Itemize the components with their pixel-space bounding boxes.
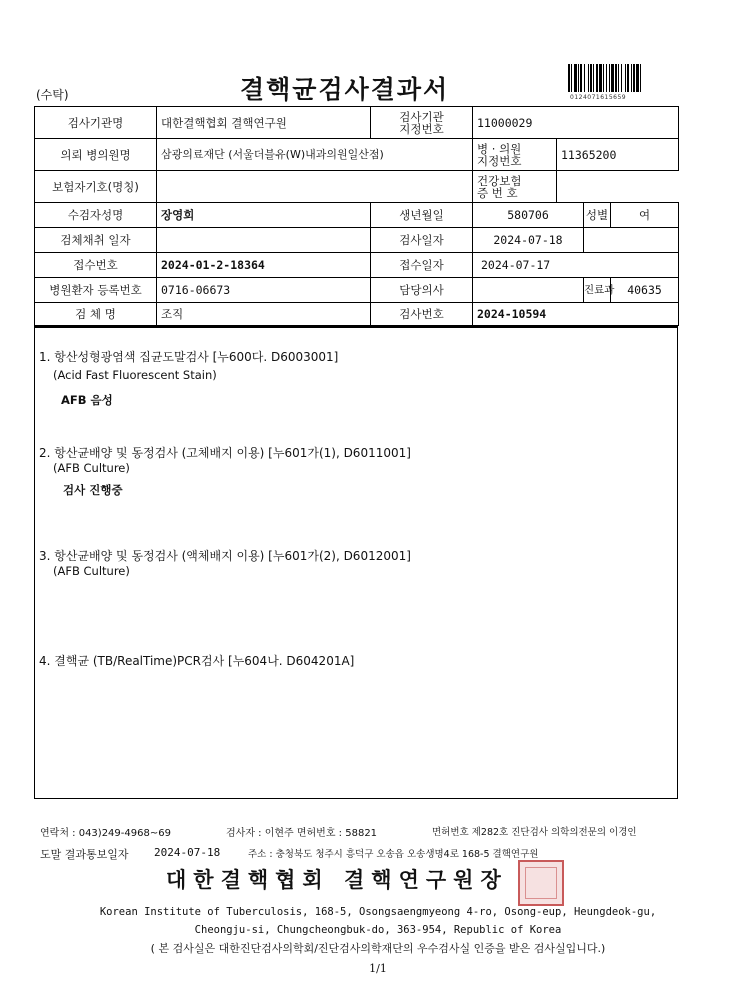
dob-label: 생년월일: [371, 203, 473, 228]
health-id: [557, 171, 679, 203]
receipt-tag: (수탁): [36, 88, 69, 102]
results-panel: [34, 326, 678, 799]
barcode-bar: [599, 64, 602, 92]
result-item-2-sub: (AFB Culture): [53, 461, 130, 475]
dob: 580706: [473, 203, 584, 228]
clinic-label: 의뢰 병의원명: [35, 139, 157, 171]
result-item-3-sub: (AFB Culture): [53, 564, 130, 578]
barcode-bar: [571, 64, 572, 92]
collect-label: 검체채취 일자: [35, 228, 157, 253]
barcode-bar: [578, 64, 579, 92]
result-item-1-result: AFB 음성: [61, 393, 113, 407]
collect-date: [157, 228, 371, 253]
test-date-label: 검사일자: [371, 228, 473, 253]
issue-date: 2024-07-18: [154, 846, 221, 859]
test-date: 2024-07-18: [473, 228, 584, 253]
test-date-blank: [584, 228, 679, 253]
document-title: 결핵균검사결과서: [240, 75, 450, 104]
lab-id-label: 검사기관 지정번호: [371, 107, 473, 139]
license: 면허번호 제282호 진단검사 의학의전문의 이경인: [432, 827, 637, 838]
barcode-bar: [631, 64, 632, 92]
patient-name: 장영희: [157, 203, 371, 228]
address-en-line1: Korean Institute of Tuberculosis, 168-5, Osongsaengmyeong 4-ro, Osong-eup, Heungdeok-gu,: [99, 906, 657, 918]
clinic-name: 삼광의료재단 (서울더블유(W)내과의원일산점): [157, 139, 473, 171]
clinic-id: 11365200: [557, 139, 679, 171]
sex: 여: [611, 203, 679, 228]
health-id-label: 건강보험 증 번 호: [473, 171, 557, 203]
examiner: 검사자 : 이현주 면허번호 : 58821: [226, 828, 378, 839]
patient-info-table: [34, 106, 679, 326]
specimen-label: 검 체 명: [35, 303, 157, 326]
barcode-bar: [625, 64, 626, 92]
result-item-1-sub: (Acid Fast Fluorescent Stain): [53, 368, 217, 382]
insurance-value: [157, 171, 473, 203]
barcode-bar: [590, 64, 592, 92]
barcode-bar: [580, 64, 582, 92]
barcode-bar: [618, 64, 619, 92]
official-seal: [518, 860, 564, 906]
barcode: [568, 64, 672, 92]
barcode-bar: [568, 64, 570, 92]
barcode-bar: [627, 64, 629, 92]
organization-name: 대한결핵협회 결핵연구원장: [166, 867, 508, 892]
reg-number: 0716-06673: [157, 278, 371, 303]
sex-label: 성별: [584, 203, 611, 228]
contact: 연락처 : 043)249-4968~69: [40, 828, 171, 839]
barcode-bar: [609, 64, 610, 92]
result-item-1-title: 1. 항산성형광염색 집균도말검사 [누600다. D6003001]: [39, 350, 339, 364]
lab-name-label: 검사기관명: [35, 107, 157, 139]
page-number: 1/1: [369, 962, 387, 975]
barcode-bar: [633, 64, 635, 92]
test-number: 2024-10594: [473, 303, 679, 326]
accession-label: 접수번호: [35, 253, 157, 278]
insurance-label: 보험자기호(명칭): [35, 171, 157, 203]
barcode-bar: [596, 64, 598, 92]
certification-note: ( 본 검사실은 대한진단검사의학회/진단검사의학재단의 우수검사실 인증을 받은 검사실입니다.): [150, 942, 606, 955]
barcode-bar: [603, 64, 604, 92]
specimen: 조직: [157, 303, 371, 326]
result-item-3-title: 3. 항산균배양 및 동정검사 (액체배지 이용) [누601가(2), D6012001]: [39, 549, 411, 563]
test-number-label: 검사번호: [371, 303, 473, 326]
patient-label: 수검자성명: [35, 203, 157, 228]
barcode-bar: [640, 64, 641, 92]
barcode-bar: [621, 64, 622, 92]
result-item-2-result: 검사 진행중: [63, 483, 123, 497]
lab-id: 11000029: [473, 107, 679, 139]
dept-label: 진료과: [584, 278, 611, 303]
result-item-2-title: 2. 항산균배양 및 동정검사 (고체배지 이용) [누601가(1), D6011001]: [39, 446, 411, 460]
barcode-bar: [636, 64, 639, 92]
barcode-number: 0124071615659: [570, 94, 627, 101]
barcode-bar: [593, 64, 594, 92]
receipt-date-label: 접수일자: [371, 253, 473, 278]
barcode-bar: [611, 64, 614, 92]
issue-label: 도말 결과통보일자: [40, 848, 129, 861]
address-en-line2: Cheongju-si, Chungcheongbuk-do, 363-954, Republic of Korea: [194, 924, 562, 936]
barcode-bar: [584, 64, 585, 92]
result-item-4-title: 4. 결핵균 (TB/RealTime)PCR검사 [누604나. D604201A]: [39, 654, 355, 668]
dept: 40635: [611, 278, 679, 303]
lab-name: 대한결핵협회 결핵연구원: [157, 107, 371, 139]
clinic-id-label: 병 · 의원 지정번호: [473, 139, 557, 171]
barcode-bar: [615, 64, 617, 92]
doctor-name: [473, 278, 584, 303]
accession-number: 2024-01-2-18364: [157, 253, 371, 278]
reg-label: 병원환자 등록번호: [35, 278, 157, 303]
barcode-bar: [606, 64, 607, 92]
receipt-date: 2024-07-17: [473, 253, 679, 278]
barcode-bar: [588, 64, 589, 92]
barcode-bar: [574, 64, 577, 92]
address-ko: 주소 : 충청북도 청주시 흥덕구 오송읍 오송생명4로 168-5 결핵연구원: [248, 849, 539, 860]
doctor-label: 담당의사: [371, 278, 473, 303]
